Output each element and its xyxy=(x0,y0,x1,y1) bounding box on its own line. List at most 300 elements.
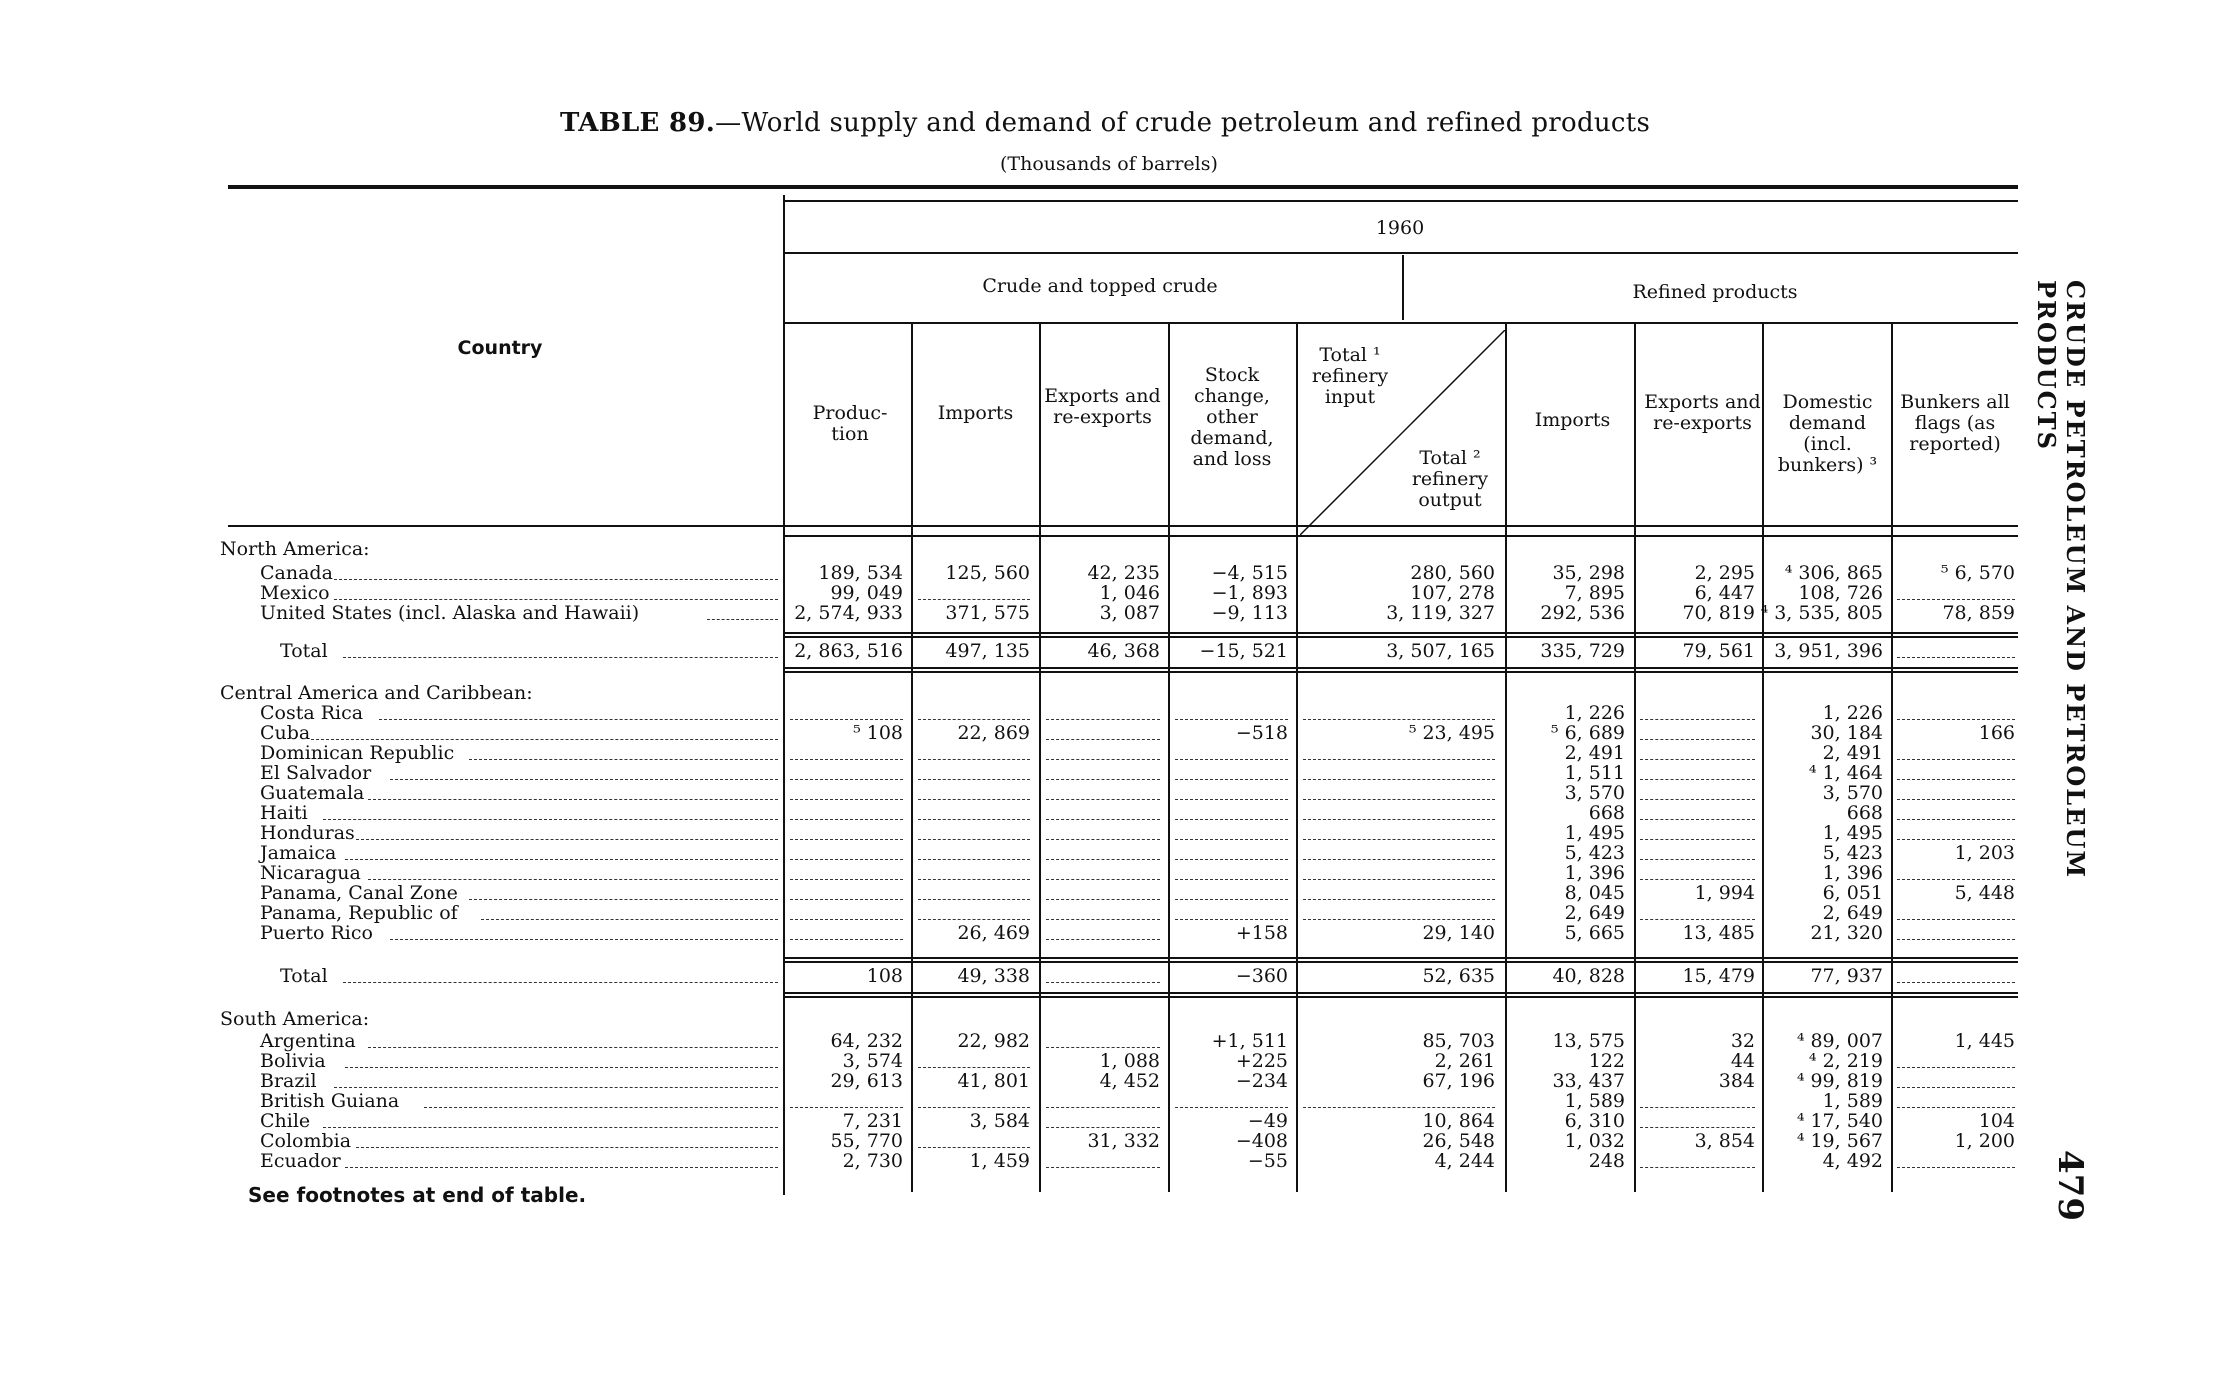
table-cell: 3, 507, 165 xyxy=(1386,640,1495,662)
table-cell: 1, 046 xyxy=(1099,582,1160,604)
table-cell: 2, 574, 933 xyxy=(794,602,903,624)
empty-cell-dashes xyxy=(1897,1107,2015,1108)
table-cell: 122 xyxy=(1588,1050,1625,1072)
empty-cell-dashes xyxy=(918,919,1030,920)
empty-cell-dashes xyxy=(790,819,903,820)
country-header: Country xyxy=(457,337,543,359)
footnote: See footnotes at end of table. xyxy=(248,1183,587,1207)
table-cell: −55 xyxy=(1247,1150,1288,1172)
table-cell: ⁴ 17, 540 xyxy=(1796,1110,1883,1132)
empty-cell-dashes xyxy=(1640,779,1755,780)
table-cell: 13, 485 xyxy=(1682,922,1755,944)
empty-cell-dashes xyxy=(1046,799,1160,800)
empty-cell-dashes xyxy=(1303,799,1495,800)
leader-dots xyxy=(323,1127,779,1128)
empty-cell-dashes xyxy=(1175,799,1288,800)
table-cell: 7, 895 xyxy=(1564,582,1625,604)
col-refinery-input: Total ¹ refinery input xyxy=(1311,344,1389,408)
table-cell: ⁵ 6, 689 xyxy=(1550,722,1625,744)
total-label: Total xyxy=(280,640,328,662)
leader-dots xyxy=(481,919,778,920)
empty-cell-dashes xyxy=(790,859,903,860)
empty-cell-dashes xyxy=(1897,719,2015,720)
table-cell: +225 xyxy=(1235,1050,1288,1072)
leader-dots xyxy=(379,719,778,720)
empty-cell-dashes xyxy=(1640,819,1755,820)
table-number: TABLE 89. xyxy=(560,108,716,138)
leader-dots xyxy=(343,657,779,658)
table-cell: 6, 310 xyxy=(1564,1110,1625,1132)
col-refined-exports: Exports and re-exports xyxy=(1644,391,1761,434)
empty-cell-dashes xyxy=(1175,819,1288,820)
table-title-text: —World supply and demand of crude petroleum and refined products xyxy=(715,108,1651,138)
empty-cell-dashes xyxy=(1046,982,1160,983)
leader-dots xyxy=(311,739,778,740)
col-divider xyxy=(1634,322,1636,1192)
empty-cell-dashes xyxy=(1897,599,2015,600)
table-cell: −518 xyxy=(1235,722,1288,744)
table-cell: 21, 320 xyxy=(1810,922,1883,944)
table-cell: 5, 448 xyxy=(1954,882,2015,904)
header-bottom-rule xyxy=(228,525,2018,527)
table-cell: 41, 801 xyxy=(957,1070,1030,1092)
table-cell: 26, 469 xyxy=(957,922,1030,944)
table-cell: 6, 051 xyxy=(1822,882,1883,904)
empty-cell-dashes xyxy=(1897,657,2015,658)
country-name: Costa Rica xyxy=(260,702,364,724)
total-rule xyxy=(785,667,2018,669)
header-bottom-rule-2 xyxy=(785,535,2018,537)
empty-cell-dashes xyxy=(918,1107,1030,1108)
table-cell: 1, 396 xyxy=(1564,862,1625,884)
empty-cell-dashes xyxy=(918,779,1030,780)
table-cell: 1, 994 xyxy=(1694,882,1755,904)
country-name: Chile xyxy=(260,1110,311,1132)
total-rule xyxy=(785,992,2018,994)
table-cell: ⁵ 6, 570 xyxy=(1940,562,2015,584)
table-cell: 108, 726 xyxy=(1798,582,1883,604)
empty-cell-dashes xyxy=(1175,1107,1288,1108)
table-cell: 7, 231 xyxy=(842,1110,903,1132)
table-cell: 26, 548 xyxy=(1422,1130,1495,1152)
empty-cell-dashes xyxy=(1046,759,1160,760)
country-name: Puerto Rico xyxy=(260,922,373,944)
table-cell: 30, 184 xyxy=(1810,722,1883,744)
empty-cell-dashes xyxy=(1640,839,1755,840)
table-cell: ⁴ 99, 819 xyxy=(1796,1070,1883,1092)
total-rule xyxy=(785,636,2018,638)
table-cell: 189, 534 xyxy=(818,562,903,584)
table-cell: 44 xyxy=(1730,1050,1755,1072)
leader-dots xyxy=(323,819,779,820)
country-name: Panama, Republic of xyxy=(260,902,458,924)
empty-cell-dashes xyxy=(1640,719,1755,720)
empty-cell-dashes xyxy=(1897,879,2015,880)
leader-dots xyxy=(356,1147,778,1148)
table-cell: 2, 491 xyxy=(1564,742,1625,764)
empty-cell-dashes xyxy=(790,939,903,940)
empty-cell-dashes xyxy=(1303,719,1495,720)
table-cell: 77, 937 xyxy=(1810,965,1883,987)
table-cell: 46, 368 xyxy=(1087,640,1160,662)
running-head: CRUDE PETROLEUM AND PETROLEUM PRODUCTS xyxy=(2032,280,2090,879)
table-cell: 29, 140 xyxy=(1422,922,1495,944)
table-cell: ⁴ 89, 007 xyxy=(1796,1030,1883,1052)
empty-cell-dashes xyxy=(1303,819,1495,820)
table-cell: 166 xyxy=(1978,722,2015,744)
leader-dots xyxy=(345,859,778,860)
col-divider xyxy=(1168,322,1170,1192)
table-cell: ⁴ 19, 567 xyxy=(1796,1130,1883,1152)
table-cell: −408 xyxy=(1235,1130,1288,1152)
country-name: Argentina xyxy=(260,1030,356,1052)
table-cell: 3, 584 xyxy=(969,1110,1030,1132)
table-cell: 3, 087 xyxy=(1099,602,1160,624)
col-divider xyxy=(1762,322,1764,1192)
empty-cell-dashes xyxy=(1046,819,1160,820)
empty-cell-dashes xyxy=(1640,759,1755,760)
empty-cell-dashes xyxy=(1897,919,2015,920)
table-cell: 13, 575 xyxy=(1552,1030,1625,1052)
table-cell: 1, 495 xyxy=(1564,822,1625,844)
empty-cell-dashes xyxy=(1897,1067,2015,1068)
empty-cell-dashes xyxy=(1175,779,1288,780)
empty-cell-dashes xyxy=(1046,1107,1160,1108)
empty-cell-dashes xyxy=(1640,1167,1755,1168)
empty-cell-dashes xyxy=(1046,919,1160,920)
country-name: Canada xyxy=(260,562,333,584)
country-name: Cuba xyxy=(260,722,311,744)
empty-cell-dashes xyxy=(1897,839,2015,840)
empty-cell-dashes xyxy=(1897,759,2015,760)
empty-cell-dashes xyxy=(1303,859,1495,860)
empty-cell-dashes xyxy=(918,599,1030,600)
empty-cell-dashes xyxy=(1046,1167,1160,1168)
table-cell: −1, 893 xyxy=(1211,582,1288,604)
region-label: Central America and Caribbean: xyxy=(220,682,533,704)
table-cell: 384 xyxy=(1718,1070,1755,1092)
empty-cell-dashes xyxy=(1303,899,1495,900)
country-name: Colombia xyxy=(260,1130,352,1152)
table-cell: −360 xyxy=(1235,965,1288,987)
table-cell: −234 xyxy=(1235,1070,1288,1092)
table-cell: 1, 445 xyxy=(1954,1030,2015,1052)
table-cell: −15, 521 xyxy=(1199,640,1288,662)
empty-cell-dashes xyxy=(1303,779,1495,780)
country-name: Mexico xyxy=(260,582,330,604)
leader-dots xyxy=(343,982,779,983)
col-domestic: Domestic demand (incl. bunkers) ³ xyxy=(1777,391,1878,476)
table-cell: 31, 332 xyxy=(1087,1130,1160,1152)
col-divider xyxy=(1505,322,1507,1192)
empty-cell-dashes xyxy=(1046,899,1160,900)
table-cell: 5, 665 xyxy=(1564,922,1625,944)
empty-cell-dashes xyxy=(918,879,1030,880)
table-cell: 2, 649 xyxy=(1564,902,1625,924)
col-divider xyxy=(1296,322,1298,1192)
total-rule xyxy=(785,996,2018,998)
empty-cell-dashes xyxy=(918,759,1030,760)
empty-cell-dashes xyxy=(918,839,1030,840)
table-cell: 3, 119, 327 xyxy=(1386,602,1495,624)
empty-cell-dashes xyxy=(1640,879,1755,880)
table-cell: ⁵ 23, 495 xyxy=(1408,722,1495,744)
empty-cell-dashes xyxy=(790,759,903,760)
table-cell: 4, 244 xyxy=(1434,1150,1495,1172)
empty-cell-dashes xyxy=(1046,859,1160,860)
table-cell: 10, 864 xyxy=(1422,1110,1495,1132)
table-cell: 248 xyxy=(1588,1150,1625,1172)
country-name: Nicaragua xyxy=(260,862,361,884)
empty-cell-dashes xyxy=(1640,1107,1755,1108)
leader-dots xyxy=(368,799,778,800)
table-cell: 1, 200 xyxy=(1954,1130,2015,1152)
empty-cell-dashes xyxy=(1175,859,1288,860)
country-name: El Salvador xyxy=(260,762,372,784)
leader-dots xyxy=(345,1167,778,1168)
empty-cell-dashes xyxy=(1640,799,1755,800)
table-cell: 497, 135 xyxy=(945,640,1030,662)
table-cell: 3, 951, 396 xyxy=(1774,640,1883,662)
table-cell: 2, 491 xyxy=(1822,742,1883,764)
col-imports: Imports xyxy=(937,402,1014,424)
country-name: Bolivia xyxy=(260,1050,326,1072)
table-cell: 1, 226 xyxy=(1822,702,1883,724)
table-cell: 5, 423 xyxy=(1564,842,1625,864)
leader-dots xyxy=(334,1087,778,1088)
country-name: Haiti xyxy=(260,802,308,824)
table-cell: −9, 113 xyxy=(1211,602,1288,624)
empty-cell-dashes xyxy=(790,919,903,920)
table-cell: 40, 828 xyxy=(1552,965,1625,987)
empty-cell-dashes xyxy=(790,839,903,840)
table-title xyxy=(560,108,1710,138)
country-name: Honduras xyxy=(260,822,355,844)
table-cell: 55, 770 xyxy=(830,1130,903,1152)
empty-cell-dashes xyxy=(1046,939,1160,940)
table-cell: 280, 560 xyxy=(1410,562,1495,584)
country-name: British Guiana xyxy=(260,1090,400,1112)
country-name: Ecuador xyxy=(260,1150,341,1172)
leader-dots xyxy=(345,1067,778,1068)
empty-cell-dashes xyxy=(1303,919,1495,920)
empty-cell-dashes xyxy=(1897,779,2015,780)
table-cell: 108 xyxy=(866,965,903,987)
empty-cell-dashes xyxy=(1897,1087,2015,1088)
empty-cell-dashes xyxy=(1640,919,1755,920)
top-rule xyxy=(228,185,2018,189)
table-cell: 67, 196 xyxy=(1422,1070,1495,1092)
empty-cell-dashes xyxy=(1303,879,1495,880)
empty-cell-dashes xyxy=(1897,819,2015,820)
table-cell: 78, 859 xyxy=(1942,602,2015,624)
table-cell: 2, 649 xyxy=(1822,902,1883,924)
empty-cell-dashes xyxy=(790,779,903,780)
leader-dots xyxy=(469,899,778,900)
table-cell: ⁴ 1, 464 xyxy=(1808,762,1883,784)
empty-cell-dashes xyxy=(1897,982,2015,983)
year-header: 1960 xyxy=(1375,217,1425,239)
empty-cell-dashes xyxy=(1046,739,1160,740)
col-refinery-output: Total ² refinery output xyxy=(1411,447,1489,511)
empty-cell-dashes xyxy=(1897,1167,2015,1168)
empty-cell-dashes xyxy=(1046,839,1160,840)
group-rule xyxy=(785,322,2018,324)
table-cell: 2, 261 xyxy=(1434,1050,1495,1072)
empty-cell-dashes xyxy=(1046,779,1160,780)
table-cell: 1, 396 xyxy=(1822,862,1883,884)
table-cell: 52, 635 xyxy=(1422,965,1495,987)
top-rule-thin xyxy=(785,200,2018,202)
table-cell: 3, 570 xyxy=(1822,782,1883,804)
leader-dots xyxy=(334,599,778,600)
total-label: Total xyxy=(280,965,328,987)
table-cell: 3, 854 xyxy=(1694,1130,1755,1152)
table-cell: 2, 863, 516 xyxy=(794,640,903,662)
empty-cell-dashes xyxy=(1303,759,1495,760)
table-cell: 668 xyxy=(1846,802,1883,824)
table-cell: 70, 819 xyxy=(1682,602,1755,624)
empty-cell-dashes xyxy=(1046,879,1160,880)
empty-cell-dashes xyxy=(1303,1107,1495,1108)
table-cell: 29, 613 xyxy=(830,1070,903,1092)
table-cell: 8, 045 xyxy=(1564,882,1625,904)
table-cell: 2, 730 xyxy=(842,1150,903,1172)
table-cell: 1, 226 xyxy=(1564,702,1625,724)
col-bunkers: Bunkers all flags (as reported) xyxy=(1900,391,2010,455)
table-cell: 371, 575 xyxy=(945,602,1030,624)
table-cell: 1, 495 xyxy=(1822,822,1883,844)
table-cell: 99, 049 xyxy=(830,582,903,604)
table-cell: 6, 447 xyxy=(1694,582,1755,604)
leader-dots xyxy=(469,759,778,760)
table-cell: 1, 589 xyxy=(1822,1090,1883,1112)
empty-cell-dashes xyxy=(790,719,903,720)
leader-dots xyxy=(390,939,778,940)
empty-cell-dashes xyxy=(918,819,1030,820)
table-cell: 3, 570 xyxy=(1564,782,1625,804)
empty-cell-dashes xyxy=(1303,839,1495,840)
empty-cell-dashes xyxy=(790,879,903,880)
table-cell: 292, 536 xyxy=(1540,602,1625,624)
empty-cell-dashes xyxy=(1897,939,2015,940)
table-cell: 64, 232 xyxy=(830,1030,903,1052)
table-cell: 22, 869 xyxy=(957,722,1030,744)
empty-cell-dashes xyxy=(1175,759,1288,760)
leader-dots xyxy=(368,879,778,880)
col-exports: Exports and re-exports xyxy=(1044,385,1161,428)
empty-cell-dashes xyxy=(1046,1047,1160,1048)
empty-cell-dashes xyxy=(918,899,1030,900)
empty-cell-dashes xyxy=(918,1147,1030,1148)
table-cell: 5, 423 xyxy=(1822,842,1883,864)
empty-cell-dashes xyxy=(918,719,1030,720)
table-cell: 85, 703 xyxy=(1422,1030,1495,1052)
col-divider xyxy=(1891,322,1893,1192)
table-cell: 4, 492 xyxy=(1822,1150,1883,1172)
year-rule xyxy=(785,252,2018,254)
leader-dots xyxy=(707,619,778,620)
table-cell: 1, 589 xyxy=(1564,1090,1625,1112)
table-cell: 3, 574 xyxy=(842,1050,903,1072)
crude-group-header: Crude and topped crude xyxy=(982,275,1218,297)
leader-dots xyxy=(356,839,778,840)
empty-cell-dashes xyxy=(1175,879,1288,880)
empty-cell-dashes xyxy=(918,1067,1030,1068)
leader-dots xyxy=(390,779,778,780)
empty-cell-dashes xyxy=(1640,739,1755,740)
table-cell: 42, 235 xyxy=(1087,562,1160,584)
table-cell: ⁴ 2, 219 xyxy=(1808,1050,1883,1072)
table-cell: ⁴ 306, 865 xyxy=(1784,562,1883,584)
table-cell: 22, 982 xyxy=(957,1030,1030,1052)
empty-cell-dashes xyxy=(1640,1127,1755,1128)
table-cell: −49 xyxy=(1247,1110,1288,1132)
col-refined-imports: Imports xyxy=(1534,409,1611,431)
country-name: Jamaica xyxy=(260,842,337,864)
table-cell: +158 xyxy=(1235,922,1288,944)
country-name: Guatemala xyxy=(260,782,365,804)
region-label: North America: xyxy=(220,538,370,560)
table-cell: ⁵ 108 xyxy=(853,722,903,744)
total-rule xyxy=(785,957,2018,959)
country-name: Brazil xyxy=(260,1070,317,1092)
table-cell: 15, 479 xyxy=(1682,965,1755,987)
country-col-divider xyxy=(783,195,785,1195)
leader-dots xyxy=(334,579,778,580)
table-cell: −4, 515 xyxy=(1211,562,1288,584)
table-cell: +1, 511 xyxy=(1211,1030,1288,1052)
region-label: South America: xyxy=(220,1008,370,1030)
empty-cell-dashes xyxy=(1897,799,2015,800)
diagonal-divider xyxy=(1300,330,1505,535)
table-cell: 79, 561 xyxy=(1682,640,1755,662)
empty-cell-dashes xyxy=(918,799,1030,800)
group-divider xyxy=(1402,255,1404,320)
table-cell: 35, 298 xyxy=(1552,562,1625,584)
table-cell: 32 xyxy=(1730,1030,1755,1052)
refined-group-header: Refined products xyxy=(1632,281,1798,303)
empty-cell-dashes xyxy=(918,859,1030,860)
empty-cell-dashes xyxy=(790,899,903,900)
leader-dots xyxy=(424,1107,778,1108)
empty-cell-dashes xyxy=(790,1107,903,1108)
empty-cell-dashes xyxy=(1046,719,1160,720)
table-cell: 49, 338 xyxy=(957,965,1030,987)
country-name: Panama, Canal Zone xyxy=(260,882,458,904)
table-cell: 335, 729 xyxy=(1540,640,1625,662)
empty-cell-dashes xyxy=(1640,859,1755,860)
table-cell: 104 xyxy=(1978,1110,2015,1132)
total-rule xyxy=(785,632,2018,634)
table-cell: 125, 560 xyxy=(945,562,1030,584)
total-rule xyxy=(785,961,2018,963)
col-divider xyxy=(1039,322,1041,1192)
col-production: Produc-tion xyxy=(812,402,888,445)
table-cell: 1, 459 xyxy=(969,1150,1030,1172)
empty-cell-dashes xyxy=(1175,919,1288,920)
empty-cell-dashes xyxy=(1175,899,1288,900)
empty-cell-dashes xyxy=(1175,719,1288,720)
leader-dots xyxy=(368,1047,778,1048)
country-name: Dominican Republic xyxy=(260,742,455,764)
table-cell: ⁴ 3, 535, 805 xyxy=(1760,602,1883,624)
col-stock: Stock change, other demand, and loss xyxy=(1190,364,1274,470)
table-cell: 1, 511 xyxy=(1564,762,1625,784)
table-subtitle: (Thousands of barrels) xyxy=(1000,153,1218,175)
table-cell: 1, 032 xyxy=(1564,1130,1625,1152)
empty-cell-dashes xyxy=(1046,1127,1160,1128)
